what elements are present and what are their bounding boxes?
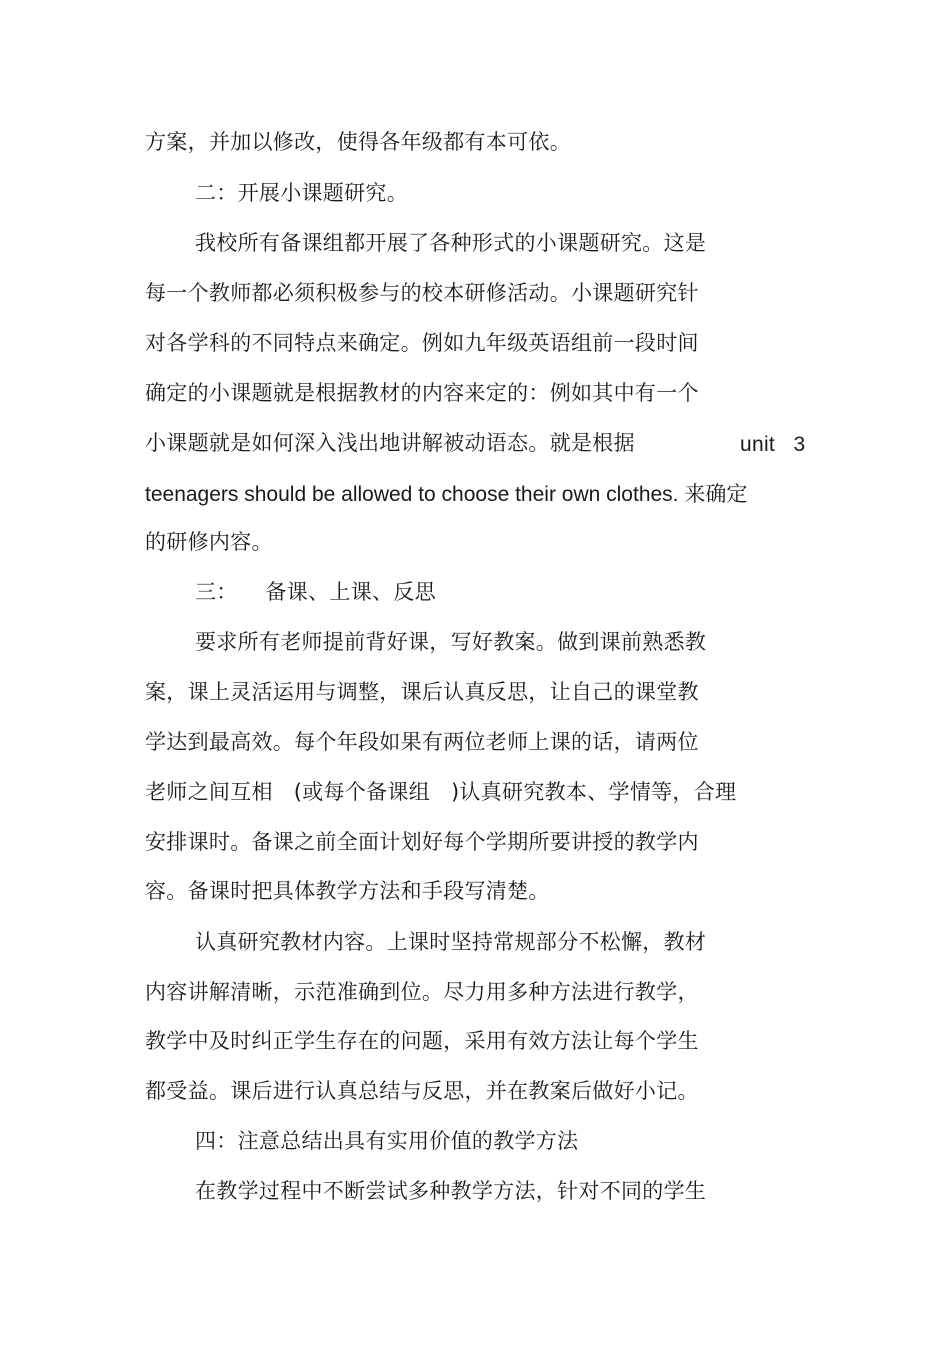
paragraph-line: 都受益。课后进行认真总结与反思，并在教案后做好小记。 [145, 1079, 699, 1103]
paragraph-line: 案，课上灵活运用与调整，课后认真反思，让自己的课堂教 [145, 680, 699, 704]
paragraph-line: 方案，并加以修改，使得各年级都有本可依。 [145, 130, 571, 154]
paragraph-line: 内容讲解清晰，示范准确到位。尽力用多种方法进行教学， [145, 980, 699, 1004]
paragraph-line: 小课题就是如何深入浅出地讲解被动语态。就是根据 [145, 431, 635, 455]
paragraph-line: 容。备课时把具体教学方法和手段写清楚。 [145, 879, 550, 903]
paragraph-line: 的研修内容。 [145, 530, 273, 554]
paragraph-line: 我校所有备课组都开展了各种形式的小课题研究。这是 [195, 231, 707, 255]
paragraph-line: 确定的小课题就是根据教材的内容来定的：例如其中有一个 [145, 381, 699, 405]
paragraph-line: 对各学科的不同特点来确定。例如九年级英语组前一段时间 [145, 331, 699, 355]
paragraph-line: 认真研究教材内容。上课时坚持常规部分不松懈，教材 [195, 930, 707, 954]
paragraph-line-unit: unit 3 [740, 433, 806, 456]
paragraph-line: 在教学过程中不断尝试多种教学方法，针对不同的学生 [195, 1179, 707, 1203]
paragraph-line-english: teenagers should be allowed to choose their own clothes. 来确定 [145, 483, 748, 506]
paragraph-line: 学达到最高效。每个年段如果有两位老师上课的话，请两位 [145, 730, 699, 754]
paragraph-line: 教学中及时纠正学生存在的问题，采用有效方法让每个学生 [145, 1029, 699, 1053]
paragraph-line: 安排课时。备课之前全面计划好每个学期所要讲授的教学内 [145, 830, 699, 854]
paragraph-line: 每一个教师都必须积极参与的校本研修活动。小课题研究针 [145, 281, 699, 305]
paragraph-line: 要求所有老师提前背好课，写好教案。做到课前熟悉教 [195, 630, 707, 654]
section-heading-4: 四：注意总结出具有实用价值的教学方法 [195, 1129, 579, 1153]
section-heading-2: 二：开展小课题研究。 [195, 181, 408, 205]
paragraph-line: 老师之间互相 (或每个备课组 )认真研究教本、学情等，合理 [145, 780, 737, 804]
section-heading-3: 三： 备课、上课、反思 [195, 580, 436, 604]
